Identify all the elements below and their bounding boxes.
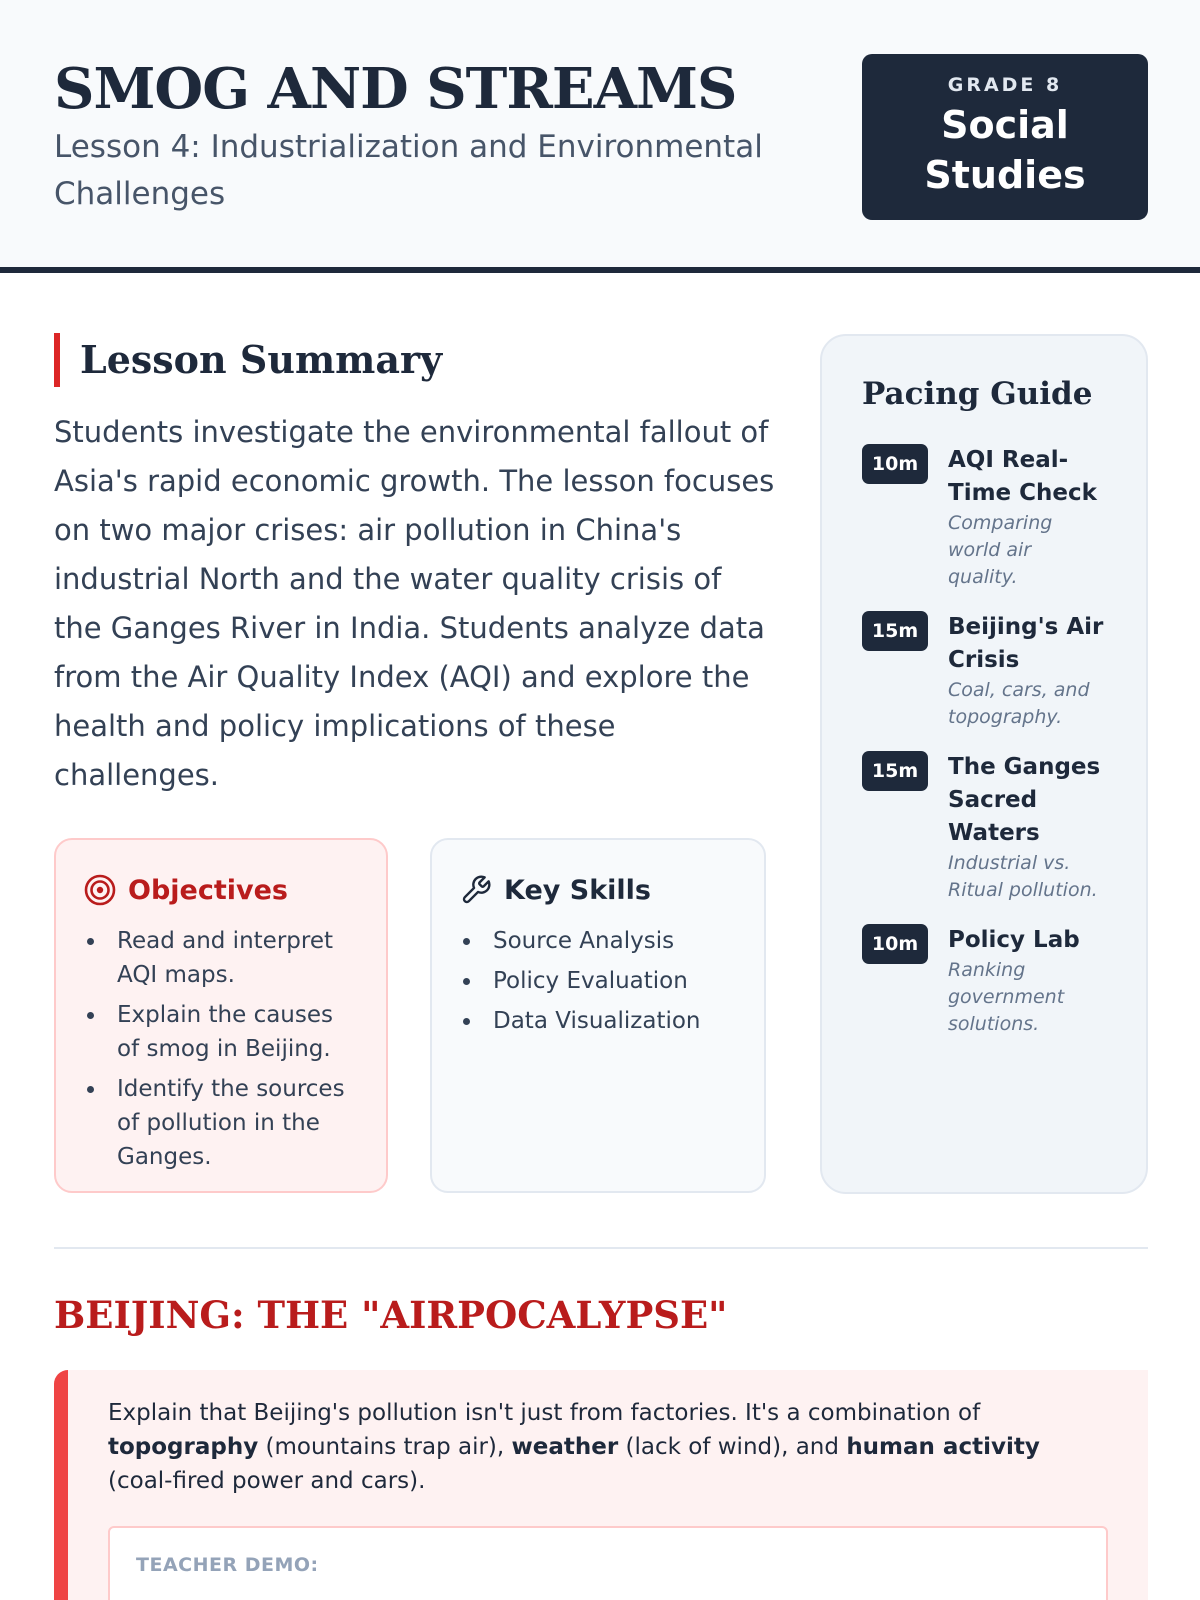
- objectives-list: [84, 924, 358, 1174]
- skills-heading: [460, 868, 736, 912]
- list-item: Data Visualization: [460, 1004, 736, 1038]
- grade-badge: [862, 54, 1148, 220]
- objectives-heading-text: Objectives: [128, 874, 288, 906]
- subject-line-2: Studies: [924, 153, 1086, 197]
- key-skills-card: [430, 838, 766, 1193]
- summary-text: Students investigate the environmental fallout of Asia's rapid economic growth. The lesson focuses on two major crises: air pollution in China's industrial North and the water quality crisis of the Ganges River in India. Students analyze data from the Air Quality Index (AQI) and explore the health and policy implications of these challenges.: [54, 415, 775, 792]
- target-icon: [84, 874, 116, 906]
- section-divider: [54, 1247, 1148, 1249]
- skills-list: [460, 924, 736, 1038]
- list-item: Identify the sources of pollution in the Ganges.: [84, 1072, 358, 1174]
- pacing-item: [862, 444, 1106, 591]
- objectives-card: [54, 838, 388, 1193]
- list-item: Policy Evaluation: [460, 964, 736, 998]
- list-item: Read and interpret AQI maps.: [84, 924, 358, 992]
- pacing-item: [862, 751, 1106, 904]
- pacing-item-name: Policy Lab: [948, 927, 1080, 953]
- pacing-item: [862, 611, 1106, 731]
- time-badge: 15m: [862, 751, 928, 791]
- teacher-demo-label: TEACHER DEMO:: [136, 1554, 319, 1576]
- objectives-heading: [84, 868, 358, 912]
- pacing-guide-title: Pacing Guide: [862, 376, 1093, 412]
- list-item: Explain the causes of smog in Beijing.: [84, 998, 358, 1066]
- time-badge: 15m: [862, 611, 928, 651]
- beijing-section-title: BEIJING: THE "AIRPOCALYPSE": [54, 1293, 728, 1337]
- lesson-subtitle: Lesson 4: Industrialization and Environmental Challenges: [54, 129, 763, 212]
- pacing-item-desc: Industrial vs. Ritual pollution.: [948, 852, 1098, 901]
- summary-heading: [54, 333, 442, 387]
- skills-heading-text: Key Skills: [504, 874, 651, 906]
- lesson-header: [0, 0, 1200, 273]
- pacing-item-desc: Ranking government solutions.: [948, 959, 1065, 1035]
- teacher-demo-box: [108, 1526, 1108, 1600]
- subject-label: [862, 100, 1148, 200]
- time-badge: 10m: [862, 444, 928, 484]
- pacing-item-name: Beijing's Air Crisis: [948, 614, 1104, 673]
- summary-heading-text: Lesson Summary: [80, 337, 443, 382]
- teacher-note-text: Explain that Beijing's pollution isn't just from factories. It's a combination of topography (mountains trap air), weather (lack of wind), and human activity (coal-fired power and cars).: [108, 1400, 1040, 1494]
- pacing-item-desc: Coal, cars, and topography.: [948, 679, 1090, 728]
- pacing-item: [862, 924, 1106, 1038]
- time-badge: 10m: [862, 924, 928, 964]
- pacing-guide: [820, 334, 1148, 1194]
- pacing-item-desc: Comparing world air quality.: [948, 512, 1053, 588]
- subject-line-1: Social: [941, 103, 1069, 147]
- pacing-item-name: The Ganges Sacred Waters: [948, 754, 1101, 846]
- teacher-note-callout: [54, 1370, 1148, 1600]
- list-item: Source Analysis: [460, 924, 736, 958]
- pacing-item-name: AQI Real-Time Check: [948, 447, 1097, 506]
- wrench-icon: [460, 874, 492, 906]
- grade-label: GRADE 8: [947, 74, 1063, 96]
- page-title: SMOG AND STREAMS: [54, 56, 737, 122]
